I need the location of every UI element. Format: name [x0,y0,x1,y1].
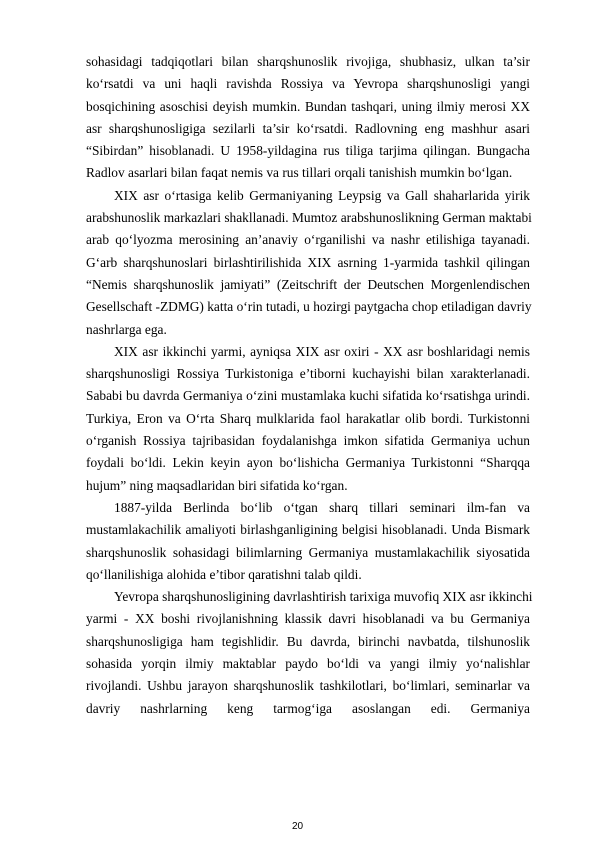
paragraph [86,51,530,185]
text-line: Radlov asarlari bilan faqat nemis va rus tillari orqali tanishish mumkin bo‘lgan. [86,165,513,181]
text-line: G‘arb sharqshunoslari birlashtirilishida XIX asrning 1-yarmida tashkil qilingan [86,254,530,270]
text-line: “Sibirdan” hisoblanadi. U 1958-yildagina rus tiliga tarjima qilingan. Bungacha [86,143,530,159]
text-line: asr sharqshunosligiga sezilarli ta’sir ko‘rsatdi. Radlovning eng mashhur asari [86,120,530,136]
text-line: hujum” ning maqsadlaridan biri sifatida ko‘rgan. [86,477,348,493]
text-line: yarmi - XX boshi rivojlanishning klassik davri hisoblanadi va bu Germaniya [86,611,530,627]
page-number: 20 [291,821,304,832]
text-line: ko‘rsatdi va uni haqli ravishda Rossiya va Yevropa sharqshunosligi yangi [86,76,530,92]
text-line: foydali bo‘ldi. Lekin keyin ayon bo‘lishicha Germaniya Turkistonni “Sharqqa [86,455,530,471]
text-line: Sababi bu davrda Germaniya o‘zini mustamlaka kuchi sifatida ko‘rsatishga urindi. [86,388,530,404]
text-line: Yevropa sharqshunosligining davrlashtirish tarixiga muvofiq XIX asr ikkinchi [114,589,533,605]
text-line: o‘rganish Rossiya tajribasidan foydalanishga imkon sifatida Germaniya uchun [86,433,530,449]
text-line: XIX asr ikkinchi yarmi, ayniqsa XIX asr oxiri - XX asr boshlaridagi nemis [114,343,530,359]
text-line: Turkiya, Eron va O‘rta Sharq mulklarida faol harakatlar olib bordi. Turkistonni [86,410,530,426]
text-line: rivojlandi. Ushbu jarayon sharqshunoslik tashkilotlari, bo‘limlari, seminarlar va [86,678,530,694]
text-line: Gesellschaft -ZDMG) katta o‘rin tutadi, u hozirgi paytgacha chop etiladigan davriy [86,299,532,315]
text-line: arabshunoslik markazlari shakllanadi. Mumtoz arabshunoslikning German maktabi [86,210,532,226]
text-line: mustamlakachilik amaliyoti birlashganligining belgisi hisoblanadi. Unda Bismark [86,522,530,538]
document-page [86,51,533,720]
text-line: “Nemis sharqshunoslik jamiyati” (Zeitschrift der Deutschen Morgenlendischen [86,276,530,292]
text-line: sharqshunosligiga ham tegishlidir. Bu davrda, birinchi navbatda, tilshunoslik [86,633,530,649]
text-line: bosqichining asoschisi deyish mumkin. Bundan tashqari, uning ilmiy merosi XX [86,98,530,114]
paragraph [86,586,533,720]
text-line: arab qo‘lyozma merosining an’anaviy o‘rganilishi va nashr etilishiga tayanadi. [86,232,530,248]
text-line: nashrlarga ega. [86,321,167,337]
text-line: sohasidagi tadqiqotlari bilan sharqshunoslik rivojiga, shubhasiz, ulkan ta’sir [86,54,530,69]
paragraph [86,185,530,341]
paragraph [86,341,530,497]
text-line: XIX asr o‘rtasiga kelib Germaniyaning Leypsig va Gall shaharlarida yirik [114,187,530,203]
text-line: sharqshunosligi Rossiya Turkistoniga e’tiborni kuchayishi bilan xarakterlanadi. [86,366,530,382]
text-line: sharqshunoslik sohasidagi bilimlarning Germaniya mustamlakachilik siyosatida [86,544,530,560]
text-line: davriy nashrlarning keng tarmog‘iga asoslangan edi. Germaniya [86,700,530,716]
text-line: qo‘llanilishiga alohida e’tibor qaratishni talab qildi. [86,566,362,582]
text-line: 1887-yilda Berlinda bo‘lib o‘tgan sharq tillari seminari ilm-fan va [114,499,530,515]
text-line: sohasida yorqin ilmiy maktablar paydo bo‘ldi va yangi ilmiy yo‘nalishlar [86,656,530,672]
paragraph [86,497,530,586]
